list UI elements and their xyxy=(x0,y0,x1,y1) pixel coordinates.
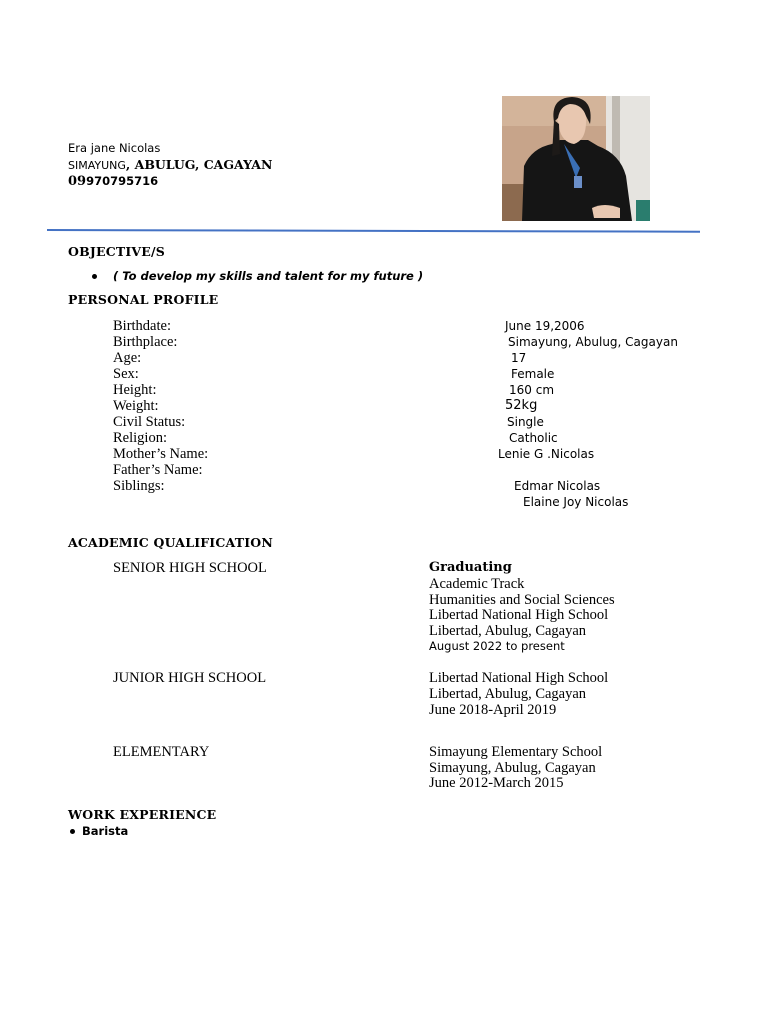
profile-label: Mother’s Name: xyxy=(113,446,209,462)
academic-detail-line: June 2018-April 2019 xyxy=(429,702,557,718)
address-prefix: SIMAYUNG xyxy=(68,159,126,172)
academic-detail-line: Libertad, Abulug, Cagayan xyxy=(429,686,587,702)
phone-prefix: 09 xyxy=(68,174,87,189)
profile-value: Edmar Nicolas xyxy=(514,479,601,493)
profile-label: Father’s Name: xyxy=(113,462,203,478)
phone-rest: 970795716 xyxy=(86,174,159,188)
work-heading: WORK EXPERIENCE xyxy=(68,807,217,822)
academic-detail-line: Simayung, Abulug, Cagayan xyxy=(429,760,596,776)
applicant-phone xyxy=(68,172,158,190)
academic-detail-line: Libertad National High School xyxy=(429,607,609,623)
academic-detail-line: Simayung Elementary School xyxy=(429,744,603,760)
objective-heading: OBJECTIVE/S xyxy=(68,244,166,259)
profile-label: Birthdate: xyxy=(113,318,171,334)
profile-value: 52kg xyxy=(505,398,538,413)
academic-level: ELEMENTARY xyxy=(113,744,210,760)
applicant-name: Era jane Nicolas xyxy=(68,141,161,155)
profile-label: Birthplace: xyxy=(113,334,178,350)
address-rest: , ABULUG, CAGAYAN xyxy=(125,157,273,172)
profile-value: June 19,2006 xyxy=(505,319,585,333)
objective-item: ( To develop my skills and talent for my future ) xyxy=(113,269,424,283)
academic-level: JUNIOR HIGH SCHOOL xyxy=(113,670,267,686)
academic-detail-line: August 2022 to present xyxy=(429,639,565,653)
header-divider xyxy=(47,229,700,233)
applicant-photo xyxy=(502,96,650,221)
profile-label: Siblings: xyxy=(113,478,165,494)
academic-detail-line: Libertad National High School xyxy=(429,670,609,686)
profile-label: Age: xyxy=(113,350,142,366)
work-item: Barista xyxy=(82,824,129,838)
profile-value: 17 xyxy=(511,351,527,365)
academic-detail-line: June 2012-March 2015 xyxy=(429,775,564,791)
academic-detail-line: Humanities and Social Sciences xyxy=(429,592,615,608)
profile-value: Female xyxy=(511,367,555,381)
objective-bullet xyxy=(92,274,97,279)
profile-value-extra-sibling: Elaine Joy Nicolas xyxy=(523,495,629,509)
profile-label: Weight: xyxy=(113,398,159,414)
profile-label: Religion: xyxy=(113,430,167,446)
academic-detail-line: Libertad, Abulug, Cagayan xyxy=(429,623,587,639)
profile-label: Height: xyxy=(113,382,157,398)
profile-value: Catholic xyxy=(509,431,558,445)
profile-value: Lenie G .Nicolas xyxy=(498,447,595,461)
work-bullet xyxy=(70,829,75,834)
profile-label: Civil Status: xyxy=(113,414,186,430)
academic-detail-line: Graduating xyxy=(429,560,512,575)
profile-value: Simayung, Abulug, Cagayan xyxy=(508,335,678,349)
academic-detail-line: Academic Track xyxy=(429,576,525,592)
profile-value: 160 cm xyxy=(509,383,555,397)
profile-value: Single xyxy=(507,415,544,429)
profile-label: Sex: xyxy=(113,366,139,382)
profile-heading: PERSONAL PROFILE xyxy=(68,292,219,307)
academic-level: SENIOR HIGH SCHOOL xyxy=(113,560,267,576)
academic-heading: ACADEMIC QUALIFICATION xyxy=(68,535,273,550)
